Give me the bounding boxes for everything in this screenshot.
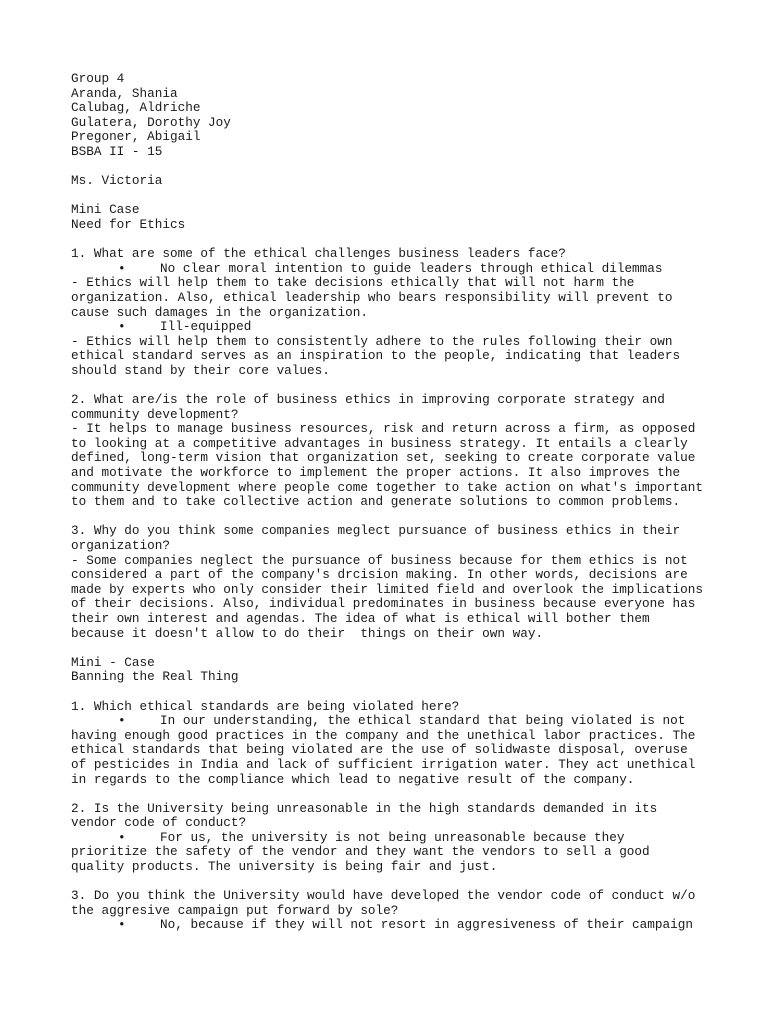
case1-label: Mini Case	[71, 202, 140, 218]
bullet-icon: •	[118, 917, 126, 933]
answer-line: prioritize the safety of the vendor and they want the vendors to sell a good	[71, 844, 650, 860]
answer-line: in regards to the compliance which lead to negative result of the company.	[71, 771, 635, 787]
case2-question-3: the aggresive campaign put forward by sole?	[71, 902, 399, 918]
case1-question-1: 1. What are some of the ethical challenges business leaders face?	[71, 246, 566, 262]
member-name: Gulatera, Dorothy Joy	[71, 114, 231, 130]
bullet-text: For us, the university is not being unreasonable because they	[160, 829, 625, 845]
case1-question-2: community development?	[71, 406, 239, 422]
bullet-text: No clear moral intention to guide leaders through ethical dilemmas	[160, 260, 663, 276]
bullet-icon: •	[118, 319, 126, 335]
answer-line: of pesticides in India and lack of sufficient irrigation water. They act unethical	[71, 756, 696, 772]
member-name: Calubag, Aldriche	[71, 100, 201, 116]
answer-line: - It helps to manage business resources, risk and return across a firm, as opposed	[71, 421, 696, 437]
answer-line: to looking at a competitive advantages in business strategy. It entails a clearly	[71, 435, 688, 451]
member-name: Aranda, Shania	[71, 85, 178, 101]
case2-label: Mini - Case	[71, 654, 155, 670]
bullet-text: In our understanding, the ethical standard that being violated is not	[160, 713, 686, 729]
bullet-item	[71, 714, 731, 729]
bullet-icon: •	[118, 713, 126, 729]
answer-line: to them and to take collective action and generate solutions to common problems.	[71, 494, 681, 510]
answer-line: should stand by their core values.	[71, 362, 330, 378]
case1-question-3: organization?	[71, 538, 170, 553]
case2-question-2: vendor code of conduct?	[71, 815, 247, 831]
case1-question-3: 3. Why do you think some companies meglect pursuance of business ethics in their	[71, 523, 681, 539]
bullet-text: No, because if they will not resort in aggresiveness of their campaign	[160, 917, 693, 933]
answer-line: because it doesn't allow to do their things on their own way.	[71, 625, 544, 641]
member-name: Pregoner, Abigail	[71, 129, 201, 145]
bullet-item	[71, 262, 731, 277]
answer-line: defined, long-term vision that organization set, seeking to create corporate value	[71, 450, 696, 466]
instructor-line: Ms. Victoria	[71, 173, 163, 189]
case1-title: Need for Ethics	[71, 216, 186, 232]
case1-question-2: 2. What are/is the role of business ethics in improving corporate strategy and	[71, 392, 665, 408]
bullet-text: Ill-equipped	[160, 319, 252, 335]
section-line: BSBA II - 15	[71, 143, 163, 159]
bullet-item	[71, 320, 731, 335]
answer-line: quality products. The university is being fair and just.	[71, 859, 498, 875]
bullet-icon: •	[118, 260, 126, 276]
case2-question-2: 2. Is the University being unreasonable in the high standards demanded in its	[71, 800, 658, 816]
answer-line: community development where people come together to take action on what's important	[71, 479, 703, 495]
answer-line: considered a part of the company's drcision making. In other words, decisions are	[71, 567, 688, 583]
answer-line: of their decisions. Also, individual predominates in business because everyone has	[71, 596, 696, 612]
bullet-item	[71, 918, 731, 933]
document-body	[71, 72, 731, 933]
bullet-item	[71, 831, 731, 846]
answer-line: - Ethics will help them to consistently adhere to the rules following their own	[71, 333, 673, 349]
answer-line: cause such damages in the organization.	[71, 304, 368, 320]
case2-title: Banning the Real Thing	[71, 669, 239, 685]
bullet-icon: •	[118, 829, 126, 845]
case2-question-1: 1. Which ethical standards are being violated here?	[71, 698, 460, 714]
answer-line: their own interest and agendas. The idea of what is ethical will bother them	[71, 610, 650, 626]
answer-line: having enough good practices in the company and the unethical labor practices. The	[71, 727, 696, 743]
case2-question-3: 3. Do you think the University would have developed the vendor code of conduct w/o	[71, 888, 696, 904]
group-line: Group 4	[71, 71, 125, 86]
answer-line: organization. Also, ethical leadership who bears responsibility will prevent to	[71, 289, 673, 305]
answer-line: made by experts who only consider their limited field and overlook the implications	[71, 581, 703, 597]
answer-line: - Ethics will help them to take decisions ethically that will not harm the	[71, 275, 635, 291]
answer-line: - Some companies neglect the pursuance of business because for them ethics is not	[71, 552, 688, 568]
answer-line: ethical standards that being violated are the use of solidwaste disposal, overuse	[71, 742, 688, 758]
answer-line: ethical standard serves as an inspiration to the people, indicating that leaders	[71, 348, 681, 364]
answer-line: and motivate the workforce to implement the proper actions. It also improves the	[71, 465, 681, 481]
